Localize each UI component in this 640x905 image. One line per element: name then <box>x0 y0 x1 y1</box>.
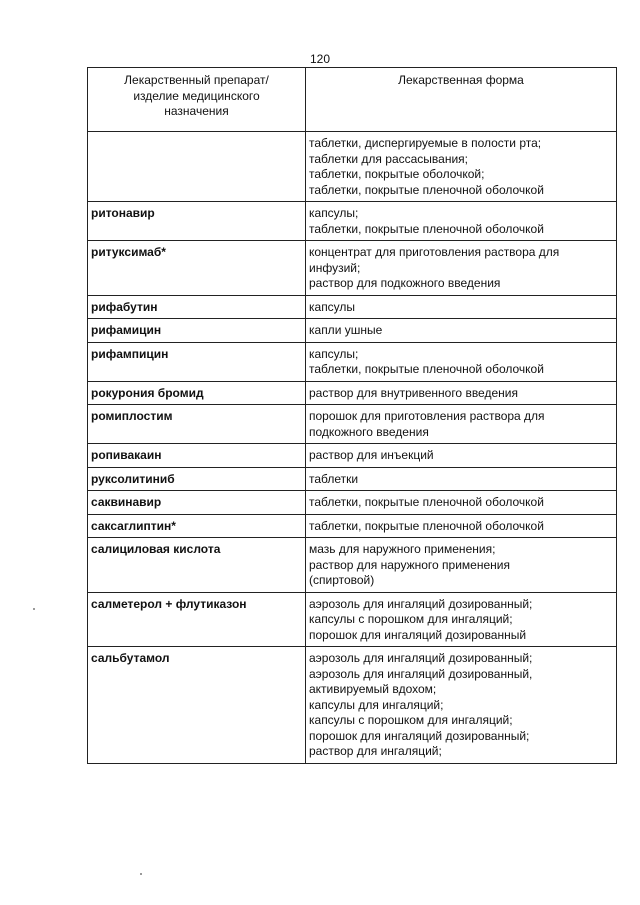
dosage-form-line: раствор для наружного применения <box>309 557 510 572</box>
dosage-form-line: таблетки для рассасывания; <box>309 151 468 166</box>
dosage-form-line: аэрозоль для ингаляций дозированный; <box>309 651 533 665</box>
dosage-form-line: раствор для инъекций <box>309 448 434 462</box>
drug-name-cell: сальбутамол <box>88 647 306 764</box>
drug-name-cell: рифабутин <box>88 295 306 319</box>
dosage-form-cell <box>306 467 617 491</box>
drug-name-cell: салметерол + флутиказон <box>88 592 306 647</box>
scan-speck <box>140 873 142 875</box>
table-body <box>88 132 617 764</box>
dosage-form-cell <box>306 241 617 296</box>
drug-name-cell: ромиплостим <box>88 405 306 444</box>
dosage-form-line: таблетки <box>309 471 359 486</box>
header-drug-name-line: назначения <box>164 104 229 118</box>
dosage-form-line: капсулы для ингаляций; <box>309 697 444 712</box>
drug-name-cell: руксолитиниб <box>88 467 306 491</box>
dosage-form-line: порошок для приготовления раствора для <box>309 409 545 423</box>
dosage-form-line: капсулы; <box>309 346 359 361</box>
dosage-form-cell <box>306 538 617 593</box>
dosage-form-cell <box>306 444 617 468</box>
dosage-form-line: (спиртовой) <box>309 573 375 587</box>
drug-name-cell: ритонавир <box>88 202 306 241</box>
header-dosage-form-line: Лекарственная форма <box>398 73 524 87</box>
dosage-form-line: концентрат для приготовления раствора для <box>309 245 560 259</box>
drug-table <box>87 67 617 764</box>
table-row <box>88 647 617 764</box>
drug-name-cell: саксаглиптин* <box>88 514 306 538</box>
table-row <box>88 241 617 296</box>
dosage-form-line: таблетки, покрытые пленочной оболочкой <box>309 182 544 197</box>
drug-name-cell: салициловая кислота <box>88 538 306 593</box>
dosage-form-cell <box>306 295 617 319</box>
dosage-form-line: аэрозоль для ингаляций дозированный, <box>309 666 533 681</box>
table-row <box>88 444 617 468</box>
table-row <box>88 538 617 593</box>
table-header <box>88 68 617 132</box>
table-row <box>88 491 617 515</box>
dosage-form-cell <box>306 342 617 381</box>
dosage-form-line: аэрозоль для ингаляций дозированный; <box>309 596 533 611</box>
scan-speck <box>33 608 35 610</box>
dosage-form-line: таблетки, диспергируемые в полости рта; <box>309 136 542 150</box>
dosage-form-cell <box>306 405 617 444</box>
dosage-form-line: инфузий; <box>309 260 361 275</box>
table-row <box>88 381 617 405</box>
table-row <box>88 405 617 444</box>
dosage-form-line: таблетки, покрытые оболочкой; <box>309 167 485 181</box>
dosage-form-line: капсулы с порошком для ингаляций; <box>309 713 513 727</box>
page-number: 120 <box>309 52 331 66</box>
dosage-form-cell <box>306 491 617 515</box>
table-row <box>88 202 617 241</box>
header-dosage-form <box>306 68 617 132</box>
table-row <box>88 592 617 647</box>
header-drug-name-line: Лекарственный препарат/ <box>124 73 269 87</box>
dosage-form-line: раствор для ингаляций; <box>309 744 442 758</box>
drug-name-cell: ритуксимаб* <box>88 241 306 296</box>
dosage-form-cell <box>306 202 617 241</box>
drug-name-cell: саквинавир <box>88 491 306 515</box>
dosage-form-line: порошок для ингаляций дозированный; <box>309 728 530 743</box>
table-row <box>88 342 617 381</box>
table-row <box>88 295 617 319</box>
dosage-form-line: таблетки, покрытые пленочной оболочкой <box>309 362 544 376</box>
dosage-form-line: подкожного введения <box>309 424 429 439</box>
dosage-form-cell <box>306 514 617 538</box>
dosage-form-line: активируемый вдохом; <box>309 682 437 696</box>
dosage-form-line: таблетки, покрытые пленочной оболочкой <box>309 221 544 236</box>
drug-name-cell: рифампицин <box>88 342 306 381</box>
dosage-form-cell <box>306 132 617 202</box>
dosage-form-cell <box>306 381 617 405</box>
header-row <box>88 68 617 132</box>
dosage-form-line: мазь для наружного применения; <box>309 542 496 556</box>
dosage-form-line: порошок для ингаляций дозированный <box>309 627 527 642</box>
dosage-form-line: таблетки, покрытые пленочной оболочкой <box>309 495 544 509</box>
dosage-form-line: капсулы с порошком для ингаляций; <box>309 612 513 626</box>
dosage-form-line: таблетки, покрытые пленочной оболочкой <box>309 518 544 533</box>
dosage-form-cell <box>306 319 617 343</box>
drug-name-cell: рокурония бромид <box>88 381 306 405</box>
table-row <box>88 467 617 491</box>
drug-name-cell: ропивакаин <box>88 444 306 468</box>
table-row <box>88 514 617 538</box>
header-drug-name <box>88 68 306 132</box>
drug-name-cell <box>88 132 306 202</box>
dosage-form-cell <box>306 647 617 764</box>
table-row <box>88 319 617 343</box>
dosage-form-line: раствор для подкожного введения <box>309 276 501 290</box>
table-row <box>88 132 617 202</box>
dosage-form-line: капсулы; <box>309 206 359 220</box>
dosage-form-line: раствор для внутривенного введения <box>309 385 518 400</box>
dosage-form-line: капли ушные <box>309 323 383 337</box>
drug-name-cell: рифамицин <box>88 319 306 343</box>
dosage-form-line: капсулы <box>309 299 356 314</box>
header-drug-name-line: изделие медицинского <box>133 88 260 103</box>
dosage-form-cell <box>306 592 617 647</box>
